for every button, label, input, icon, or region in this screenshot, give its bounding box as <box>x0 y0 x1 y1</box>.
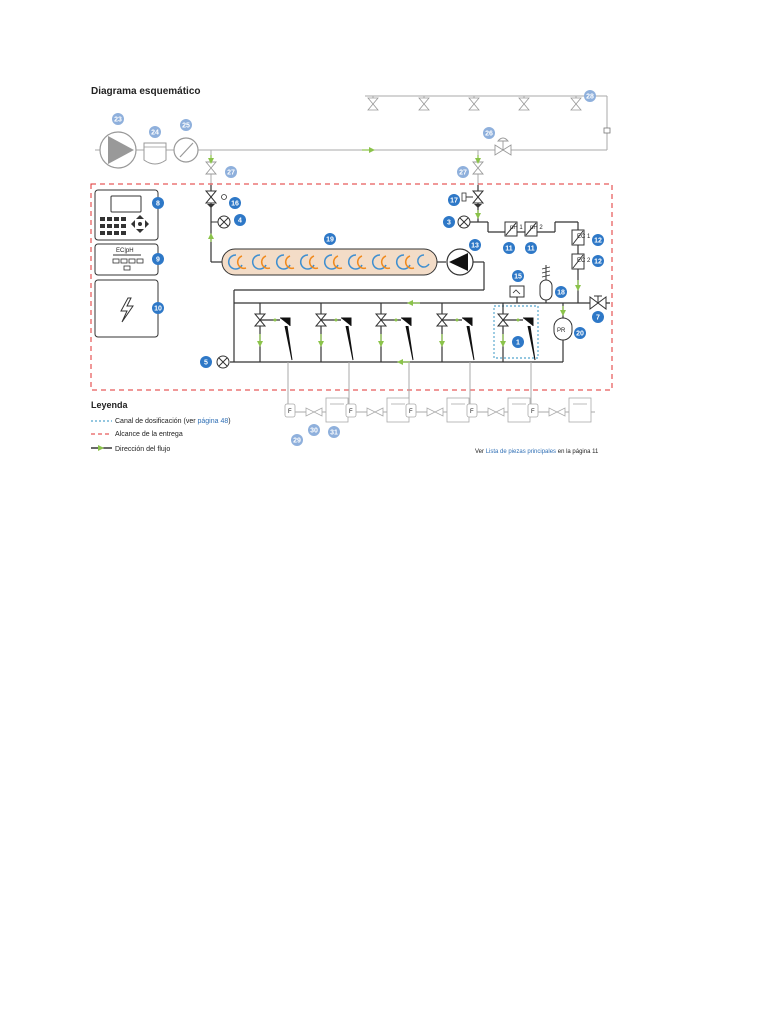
dosing-channel <box>255 303 292 412</box>
part-badge-number: 29 <box>293 437 301 445</box>
power-supply-unit <box>95 280 158 337</box>
pressure-regulator-valve <box>495 138 511 155</box>
dosing-channel-highlighted <box>494 303 538 412</box>
left-inlet-assembly <box>206 185 230 262</box>
dosing-channels <box>255 303 538 412</box>
part-badge-4 <box>234 214 246 226</box>
part-badge-number: 10 <box>154 305 162 313</box>
dosing-channel-page-link[interactable]: página 48 <box>197 418 229 425</box>
part-badge-number: 12 <box>594 258 602 266</box>
part-badge-number: 16 <box>231 200 239 208</box>
part-badge-number: 1 <box>516 339 520 347</box>
part-badge-9 <box>152 253 164 265</box>
svg-text:F: F <box>531 409 535 415</box>
parts-list-reference: Ver Lista de piezas principales en la página 11 <box>475 449 599 455</box>
controller-display <box>111 196 141 212</box>
part-badge-3 <box>443 216 455 228</box>
part-badge-24 <box>149 126 161 138</box>
legend-flow-direction: Dirección del flujo <box>115 446 171 453</box>
part-badge-number: 18 <box>557 289 565 297</box>
part-badge-1 <box>512 336 524 348</box>
part-badge-18 <box>555 286 567 298</box>
delivery-scope-boundary <box>91 184 612 390</box>
part-badge-number: 27 <box>227 169 235 177</box>
diagram-title: Diagrama esquemático <box>91 86 201 97</box>
part-badge-11 <box>503 242 515 254</box>
dosing-channel <box>376 303 413 412</box>
part-badge-number: 15 <box>514 273 522 281</box>
ecph-label: EC|pH <box>116 248 134 254</box>
dosing-tanks <box>285 398 595 422</box>
part-badge-20 <box>574 327 586 339</box>
part-badge-17 <box>448 194 460 206</box>
part-badge-number: 8 <box>156 200 160 208</box>
inlet-valve-left <box>206 162 216 174</box>
part-badge-8 <box>152 197 164 209</box>
part-badge-number: 7 <box>596 314 600 322</box>
part-badge-number: 3 <box>447 219 451 227</box>
part-badge-number: 12 <box>594 237 602 245</box>
svg-text:EC 2: EC 2 <box>577 258 591 264</box>
parts-list-link[interactable]: Lista de piezas principales <box>485 449 557 455</box>
part-badge-29 <box>291 434 303 446</box>
part-badge-26 <box>483 127 495 139</box>
outlet-valves <box>368 96 581 110</box>
svg-text:pH 2: pH 2 <box>530 225 543 231</box>
legend <box>91 400 231 453</box>
part-badge-31 <box>328 426 340 438</box>
part-badge-11 <box>525 242 537 254</box>
part-badge-number: 13 <box>471 242 479 250</box>
svg-text:F: F <box>409 409 413 415</box>
part-badge-number: 27 <box>459 169 467 177</box>
pr-label: PR <box>557 328 566 334</box>
part-badge-number: 23 <box>114 116 122 124</box>
legend-delivery-scope: Alcance de la entrega <box>115 431 183 438</box>
solenoid-valve-left <box>206 191 216 203</box>
air-vent-18 <box>540 280 552 300</box>
part-badge-number: 20 <box>576 330 584 338</box>
svg-text:F: F <box>470 409 474 415</box>
part-badge-12 <box>592 234 604 246</box>
static-mixer <box>222 249 437 275</box>
part-badge-27 <box>457 166 469 178</box>
part-badge-number: 17 <box>450 197 458 205</box>
part-badge-number: 25 <box>182 122 190 130</box>
part-badge-15 <box>512 270 524 282</box>
part-badge-number: 5 <box>204 359 208 367</box>
part-badge-number: 30 <box>310 427 318 435</box>
inlet-valve-right <box>473 162 483 174</box>
part-badge-number: 28 <box>586 93 594 101</box>
part-badge-7 <box>592 311 604 323</box>
part-badge-25 <box>180 119 192 131</box>
controller-unit <box>95 190 158 240</box>
dosing-channel <box>316 303 353 412</box>
supply-filter-icon <box>144 143 166 164</box>
part-badge-number: 11 <box>527 245 535 253</box>
check-fitting <box>604 128 610 133</box>
svg-text:F: F <box>288 409 292 415</box>
part-badge-23 <box>112 113 124 125</box>
part-badge-number: 31 <box>330 429 338 437</box>
part-badge-28 <box>584 90 596 102</box>
part-badge-16 <box>229 197 241 209</box>
part-badge-number: 9 <box>156 256 160 264</box>
svg-text:EC 1: EC 1 <box>577 234 591 240</box>
part-badge-10 <box>152 302 164 314</box>
svg-text:F: F <box>349 409 353 415</box>
part-badge-13 <box>469 239 481 251</box>
part-badge-number: 4 <box>238 217 242 225</box>
part-badge-number: 24 <box>151 129 159 137</box>
dosing-channel <box>437 303 474 412</box>
ecph-monitor-unit <box>95 244 158 275</box>
flow-arrow-icon <box>98 445 104 451</box>
legend-heading: Leyenda <box>91 400 128 410</box>
part-badge-19 <box>324 233 336 245</box>
solenoid-valve-right <box>473 191 483 203</box>
upstream-supply <box>95 93 610 185</box>
legend-dosing-channel: Canal de dosificación (ver página 48) <box>115 418 231 425</box>
svg-text:pH 1: pH 1 <box>510 225 523 231</box>
part-badge-5 <box>200 356 212 368</box>
part-badge-number: 19 <box>326 236 334 244</box>
part-badge-27 <box>225 166 237 178</box>
part-badge-12 <box>592 255 604 267</box>
part-badge-number: 26 <box>485 130 493 138</box>
part-badge-number: 11 <box>505 245 513 253</box>
part-badge-30 <box>308 424 320 436</box>
